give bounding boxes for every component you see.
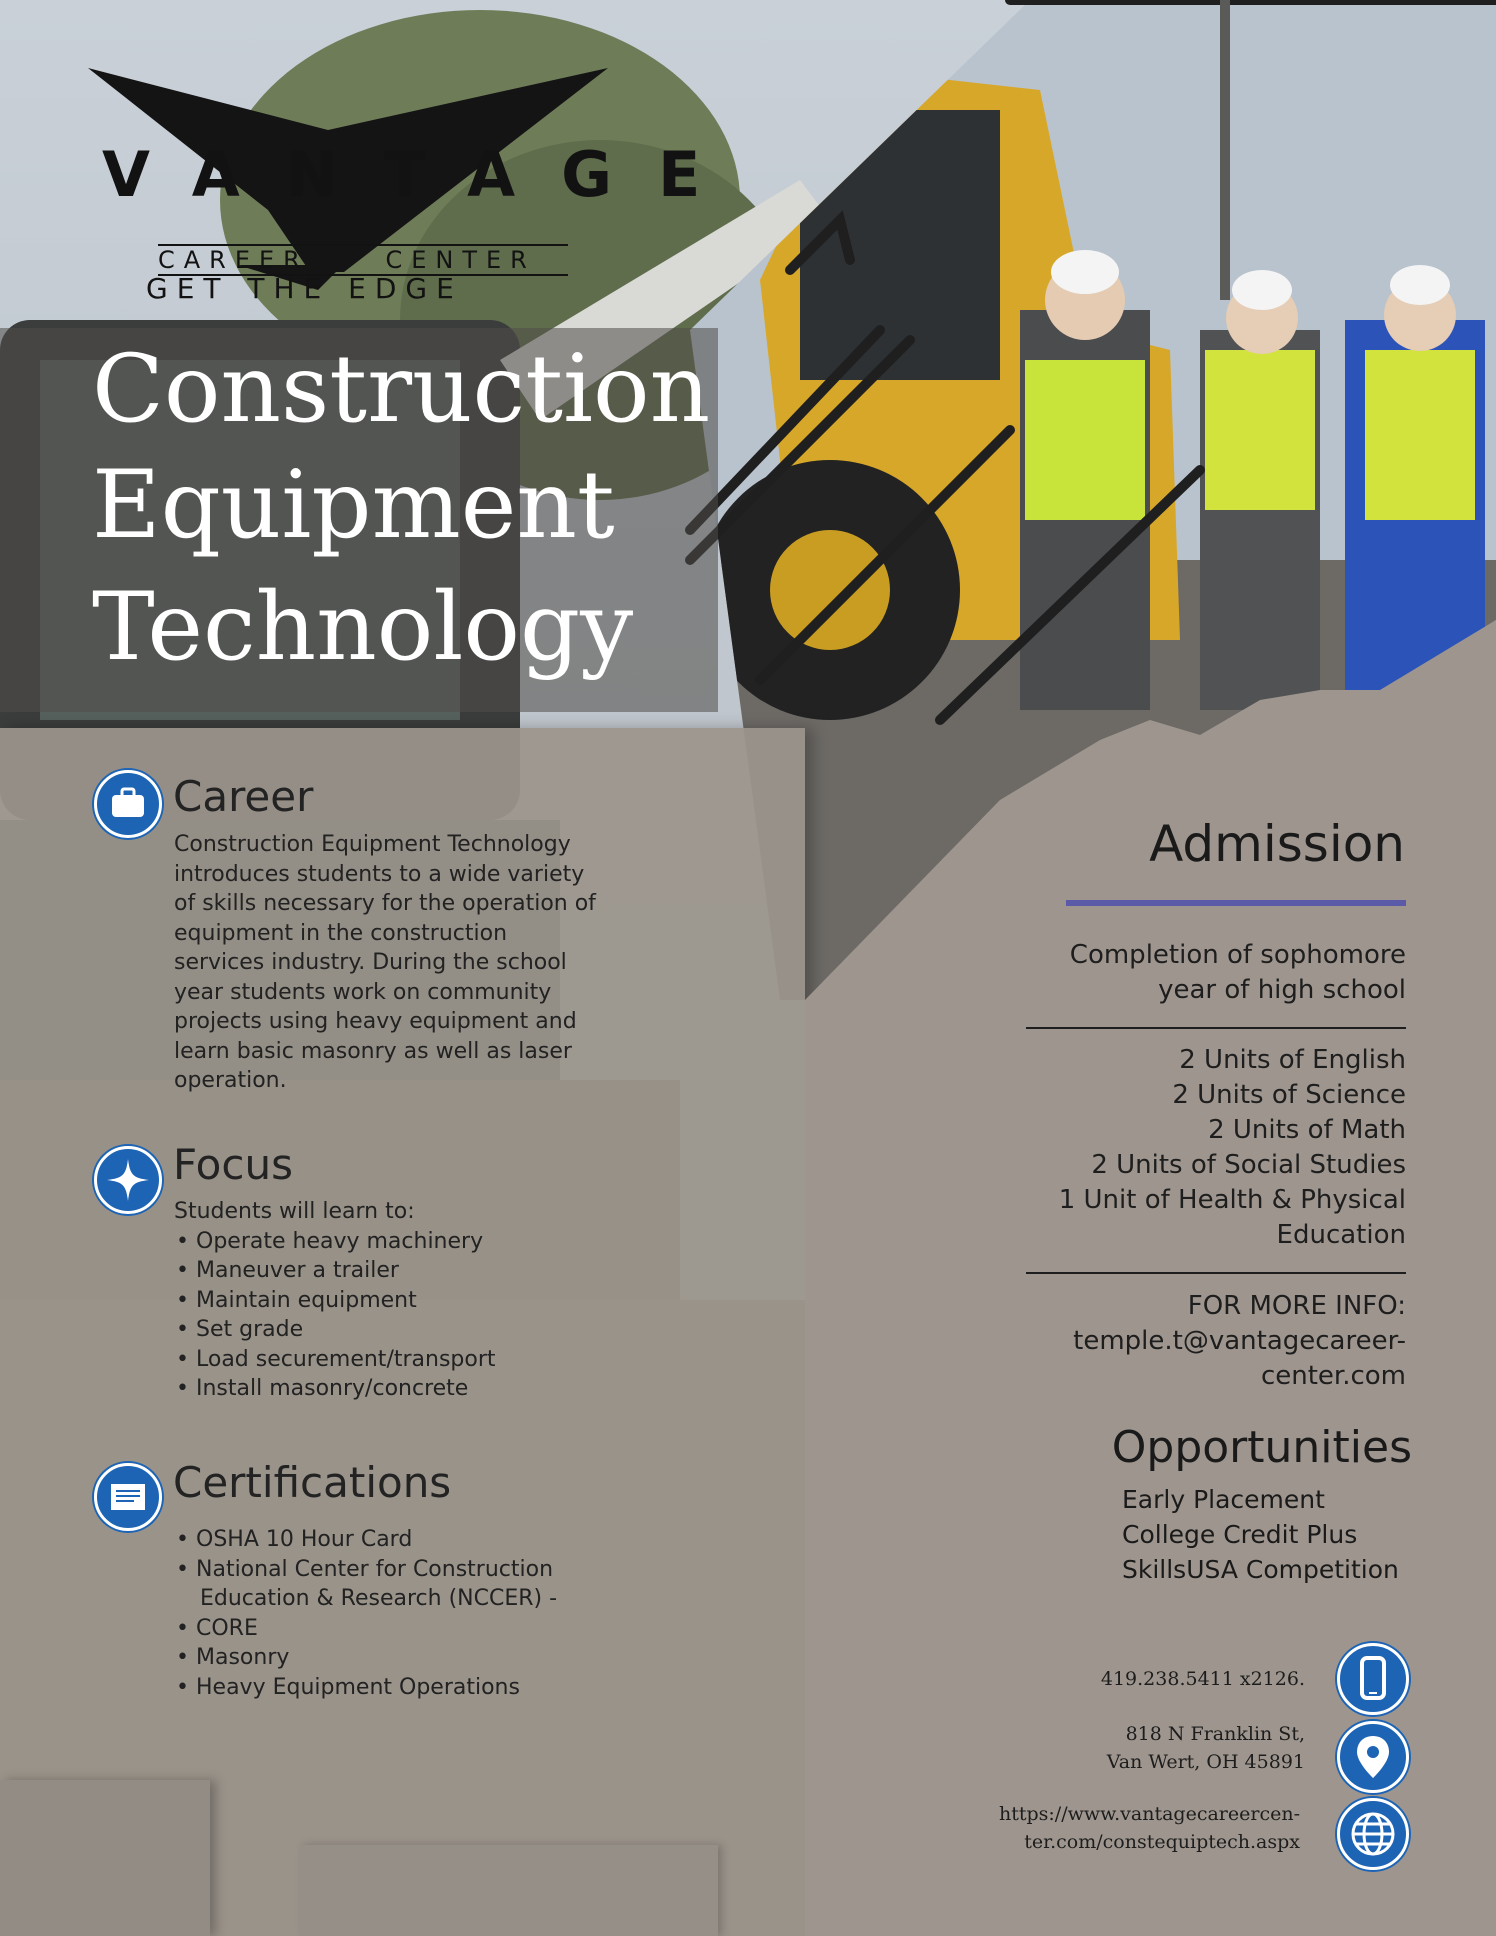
logo-tagline: GET THE EDGE	[146, 272, 463, 305]
divider	[1026, 1027, 1406, 1029]
list-item: • Maintain equipment	[174, 1286, 694, 1316]
list-item: • Masonry	[174, 1643, 734, 1673]
career-line: equipment in the construction	[174, 920, 508, 946]
admission-units	[960, 1043, 1406, 1253]
career-heading: Career	[173, 772, 314, 821]
career-description	[174, 830, 694, 1096]
email-link[interactable]	[960, 1324, 1406, 1394]
certification-nccer-line-2: Education & Research (NCCER) -	[200, 1586, 558, 1611]
career-line: services industry. During the school	[174, 950, 567, 975]
career-line: introduces students to a wide variety	[174, 861, 585, 887]
focus-intro: Students will learn to:	[174, 1199, 415, 1224]
globe-icon	[1337, 1798, 1409, 1870]
opportunities-list	[1122, 1482, 1422, 1587]
bottom-block-center	[300, 1845, 718, 1936]
list-item: • Heavy Equipment Operations	[174, 1673, 734, 1703]
address-line: Van Wert, OH 45891	[1106, 1751, 1305, 1773]
divider	[1026, 1272, 1406, 1274]
admission-heading: Admission	[1149, 815, 1405, 873]
phone-icon	[1337, 1643, 1409, 1715]
url-line: ter.com/constequiptech.aspx	[1024, 1831, 1300, 1853]
certification-items	[174, 1525, 734, 1702]
list-item: • CORE	[174, 1614, 734, 1644]
opportunity-item: Early Placement	[1122, 1485, 1325, 1514]
unit-line: 2 Units of Science	[1172, 1080, 1406, 1110]
unit-line: 2 Units of English	[1179, 1045, 1406, 1075]
career-line: projects using heavy equipment and	[174, 1009, 577, 1034]
focus-heading: Focus	[173, 1140, 293, 1189]
unit-line: 2 Units of Math	[1208, 1115, 1406, 1145]
certificate-icon	[94, 1463, 162, 1531]
opportunities-heading: Opportunities	[1111, 1422, 1412, 1473]
career-line: Construction Equipment Technology	[174, 832, 571, 857]
title-line-2: Equipment	[92, 451, 615, 560]
more-info	[960, 1289, 1406, 1394]
admission-completion	[960, 938, 1406, 1008]
focus-list	[174, 1197, 694, 1404]
list-item: • Install masonry/concrete	[174, 1374, 694, 1404]
certifications-heading: Certifications	[173, 1458, 452, 1507]
list-item: • Set grade	[174, 1315, 694, 1345]
list-item	[174, 1555, 734, 1614]
opportunity-item: College Credit Plus	[1122, 1520, 1358, 1549]
list-item: • Load securement/transport	[174, 1345, 694, 1375]
certifications-list	[174, 1525, 734, 1702]
email-line: center.com	[1260, 1361, 1406, 1391]
certification-nccer-line-1: • National Center for Construction	[196, 1556, 554, 1582]
list-item: • Operate heavy machinery	[174, 1227, 694, 1257]
career-line: year students work on community	[174, 979, 552, 1005]
career-line: learn basic masonry as well as laser	[174, 1038, 572, 1064]
list-item: • OSHA 10 Hour Card	[174, 1525, 734, 1555]
unit-line: 2 Units of Social Studies	[1091, 1150, 1406, 1180]
career-line: of skills necessary for the operation of	[174, 891, 596, 916]
phone-number[interactable]: 419.238.5411 x2126.	[1100, 1668, 1305, 1690]
address-line: 818 N Franklin St,	[1125, 1723, 1305, 1745]
more-info-label: FOR MORE INFO:	[1187, 1291, 1406, 1321]
bottom-block-left	[0, 1780, 210, 1936]
admission-underline	[1066, 900, 1406, 906]
focus-items	[174, 1227, 694, 1404]
logo-subtitle: CAREER CENTER	[158, 244, 568, 276]
career-line: operation.	[174, 1068, 287, 1093]
opportunity-item: SkillsUSA Competition	[1122, 1555, 1399, 1584]
title-line-1: Construction	[92, 335, 711, 444]
unit-line: Education	[1276, 1220, 1406, 1250]
completion-line: Completion of sophomore	[1069, 940, 1406, 970]
list-item: • Maneuver a trailer	[174, 1256, 694, 1286]
sparkle-icon	[94, 1146, 162, 1214]
location-pin-icon	[1337, 1721, 1409, 1793]
address	[960, 1720, 1305, 1776]
email-line: temple.t@vantagecareer-	[1073, 1326, 1406, 1356]
url-line: https://www.vantagecareercen-	[998, 1803, 1300, 1825]
completion-line: year of high school	[1158, 975, 1406, 1005]
website-link[interactable]	[900, 1800, 1300, 1856]
unit-line: 1 Unit of Health & Physical	[1058, 1185, 1406, 1215]
logo-word: VANTAGE	[102, 138, 747, 211]
briefcase-icon	[94, 770, 162, 838]
vantage-logo	[88, 60, 747, 310]
title-line-3: Technology	[92, 573, 634, 682]
